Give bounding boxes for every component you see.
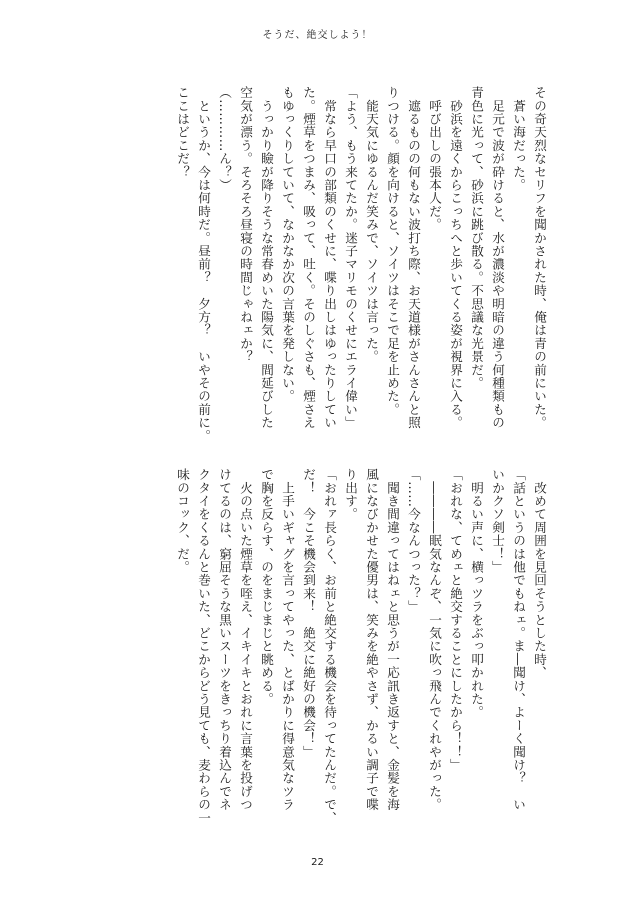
text-line: 常なら早口の部類のくせに、喋り出しはゆったりしてい bbox=[322, 86, 337, 430]
text-line: その奇天烈なセリフを聞かされた時、俺は青の前にいた。 bbox=[532, 86, 547, 430]
text-line: だ！ 今こそ機会到来！ 絶交に絶好の機会！」 bbox=[301, 468, 316, 759]
text-line: ――――眠気なんぞ、一気に吹っ飛んでくれやがった。 bbox=[427, 468, 442, 812]
text-line: 聞き間違ってはねェと思うが一応訊き返すと、金髪を海 bbox=[385, 468, 400, 812]
text-line: で胸を反らす、のをまじまじと眺める。 bbox=[259, 468, 274, 706]
text-line: 空気が漂う。そろそろ昼寝の時間じゃねェか？ bbox=[238, 86, 253, 364]
text-line: 風になびかせた優男は、笑みを絶やさず、かるい調子で喋 bbox=[364, 468, 379, 812]
text-line: ここはどこだ？ bbox=[175, 86, 190, 179]
text-line: りつける。顔を向けると、ソイツはそこで足を止めた。 bbox=[385, 86, 400, 416]
running-header: そうだ、絶交しよう！ bbox=[262, 30, 373, 41]
lower-text-block bbox=[95, 468, 550, 834]
text-line: 「……今なんつった？」 bbox=[406, 468, 421, 614]
text-line: クタイをくるんと巻いた、どこからどう見ても、麦わらの一 bbox=[196, 468, 211, 825]
text-line: というか、今は何時だ。昼前？ 夕方？ いやその前に。 bbox=[196, 86, 211, 443]
text-line: 足元で波が砕けると、水が濃淡や明暗の違う何種類もの bbox=[490, 86, 505, 430]
text-line: もゆっくりしていて、なかなか次の言葉を発しない。 bbox=[280, 86, 295, 403]
text-line: 砂浜を遠くからこっちへと歩いてくる姿が視界に入る。 bbox=[448, 86, 463, 430]
text-line: けてるのは、窮屈そうな黒いスーツをきっちり着込んでネ bbox=[217, 468, 232, 812]
text-line: 明るい声に、横っツラをぶっ叩かれた。 bbox=[469, 468, 484, 719]
text-line: た。煙草をつまみ、吸って、吐く。そのしぐさも、煙さえ bbox=[301, 86, 316, 430]
text-line: 味のコック、だ。 bbox=[175, 468, 190, 574]
text-line: 上手いギャグを言ってやった、とばかりに得意気なツラ bbox=[280, 468, 295, 812]
text-line: り出す。 bbox=[343, 468, 358, 521]
text-line: 遮るものの何もない波打ち際、お天道様がさんさんと照 bbox=[406, 86, 421, 430]
text-line: いかクソ剣士！」 bbox=[490, 468, 505, 574]
text-line: 「おれな、てめェと絶交することにしたから！！」 bbox=[448, 468, 463, 772]
text-line: 火の点いた煙草を咥え、イキイキとおれに言葉を投げつ bbox=[238, 468, 253, 812]
text-line: 青色に光って、砂浜に跳び散る。不思議な光景だ。 bbox=[469, 86, 484, 390]
text-line: 呼び出しの張本人だ。 bbox=[427, 86, 442, 232]
text-line: うっかり瞼が降りそうな常春めいた陽気に、間延びした bbox=[259, 86, 274, 430]
text-line: 能天気にゆるんだ笑みで、ソイツは言った。 bbox=[364, 86, 379, 364]
text-line: 「話というのは他でもねェ。ま―聞け、よーく聞け？ い bbox=[511, 468, 526, 812]
upper-text-block bbox=[95, 86, 550, 452]
text-line: 蒼い海だった。 bbox=[511, 86, 526, 192]
text-line: 「おれァ長らく、お前と絶交する機会を待ってたんだ。で、 bbox=[322, 468, 337, 825]
page-number: 22 bbox=[311, 857, 324, 868]
text-line: （…………ん？） bbox=[217, 86, 232, 192]
text-line: 改めて周囲を見回そうとした時、 bbox=[532, 468, 547, 680]
text-line: 「よう、もう来てたか。迷子マリモのくせにエライ偉い」 bbox=[343, 86, 358, 430]
